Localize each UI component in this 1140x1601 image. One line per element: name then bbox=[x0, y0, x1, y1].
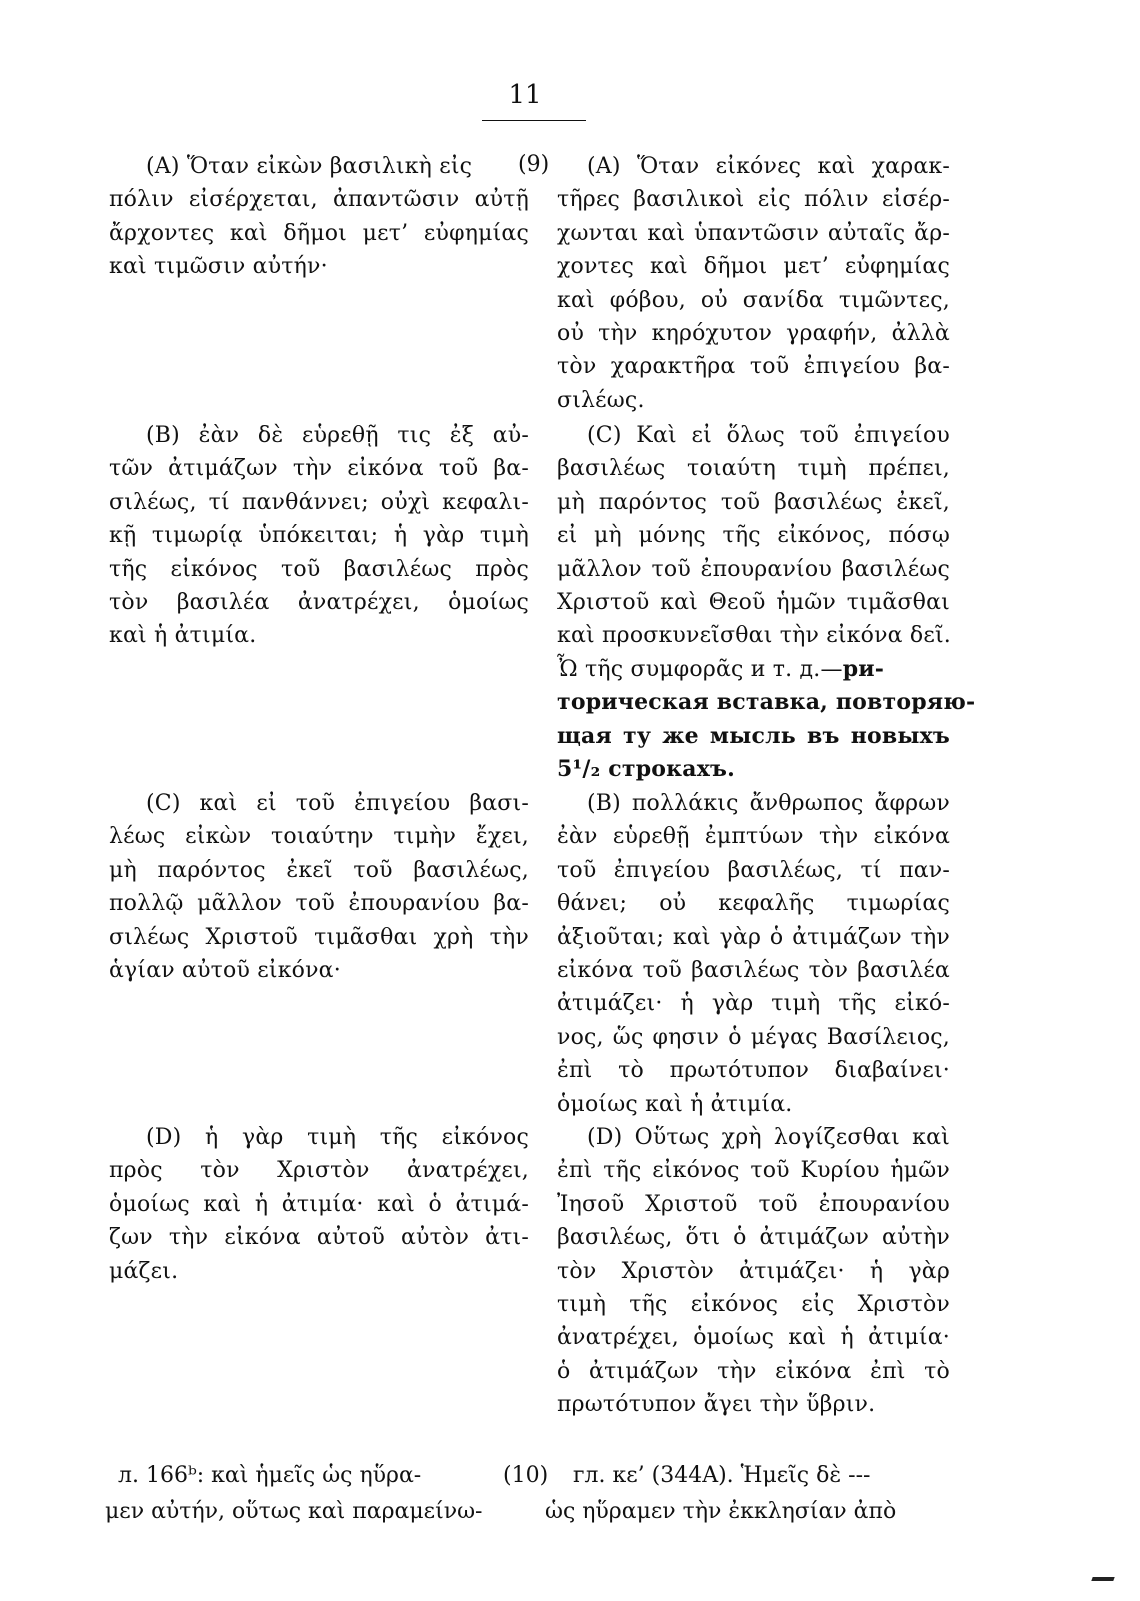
text-line: καὶ τιμῶσιν αὐτήν· bbox=[109, 254, 328, 280]
right-paragraph-c bbox=[557, 419, 997, 786]
right-paragraph-b bbox=[557, 787, 997, 1121]
text-line: βασιλέως, ὅτι ὁ ἀτιμάζων αὐτὴν bbox=[557, 1225, 950, 1251]
left-paragraph-a bbox=[109, 150, 529, 284]
text-line: ζων τὴν εἰκόνα αὐτοῦ αὐτὸν ἀτι- bbox=[109, 1225, 529, 1251]
text-line: ἄρχοντες καὶ δῆμοι μετ’ εὐφημίας bbox=[109, 220, 529, 246]
text-line: καὶ ἡ ἀτιμία. bbox=[109, 623, 257, 649]
text-line: τῶν ἀτιμάζων τὴν εἰκόνα τοῦ βα- bbox=[109, 456, 529, 482]
text-line: (D) Οὕτως χρὴ λογίζεσθαι καὶ bbox=[587, 1125, 950, 1150]
text-line: καὶ φόβου, οὐ σανίδα τιμῶντες, bbox=[557, 287, 950, 313]
text-line: θάνει; οὐ κεφαλῆς τιμωρίας bbox=[557, 891, 950, 917]
text-line: ἐπὶ τὸ πρωτότυπον διαβαίνει· bbox=[557, 1058, 950, 1084]
text-line: εἰ μὴ μόνης τῆς εἰκόνος, πόσῳ bbox=[557, 523, 950, 549]
footer-separator-label: (10) bbox=[503, 1463, 549, 1488]
text-line: ἐπὶ τῆς εἰκόνος τοῦ Κυρίου ἡμῶν bbox=[557, 1158, 950, 1184]
text-line: μὴ παρόντος ἐκεῖ τοῦ βασιλέως, bbox=[109, 857, 529, 883]
text-line: μᾶλλον τοῦ ἐπουρανίου βασιλέως bbox=[557, 556, 950, 582]
text-line: τῆρες βασιλικοὶ εἰς πόλιν εἰσέρ- bbox=[557, 187, 950, 213]
text-line: χοντες καὶ δῆμοι μετ’ εὐφημίας bbox=[557, 254, 950, 280]
text-line: πρωτότυπον ἄγει τὴν ὕβριν. bbox=[557, 1392, 876, 1418]
text-line: Χριστοῦ καὶ Θεοῦ ἡμῶν τιμᾶσθαι bbox=[557, 589, 950, 615]
text-line: τιμὴ τῆς εἰκόνος εἰς Χριστὸν bbox=[557, 1291, 950, 1317]
text-line: τὸν βασιλέα ἀνατρέχει, ὁμοίως bbox=[109, 589, 529, 615]
note-greek-lead: Ὦ τῆς συμφορᾶς и т. д.— bbox=[557, 656, 843, 682]
text-line: ὁμοίως καὶ ἡ ἀτιμία· καὶ ὁ ἀτιμά- bbox=[109, 1191, 529, 1217]
text-line: (A) Ὅταν εἰκόνες καὶ χαρακ- bbox=[587, 154, 950, 179]
text-line: (D) ἡ γὰρ τιμὴ τῆς εἰκόνος bbox=[146, 1125, 529, 1150]
text-line: ἐὰν εὑρεθῇ ἐμπτύων τὴν εἰκόνα bbox=[557, 824, 950, 850]
text-line: χωνται καὶ ὑπαντῶσιν αὐταῖς ἄρ- bbox=[557, 220, 950, 246]
note-russian-text: щая ту же мысль въ новыхъ bbox=[557, 722, 950, 749]
text-line: μάζει. bbox=[109, 1258, 179, 1284]
text-line: ἀτιμάζει· ἡ γὰρ τιμὴ τῆς εἰκό- bbox=[557, 991, 950, 1017]
text-line: τὸν Χριστὸν ἀτιμάζει· ἡ γὰρ bbox=[557, 1258, 950, 1284]
text-line: εἰκόνα τοῦ βασιλέως τὸν βασιλέα bbox=[557, 957, 950, 983]
text-line: Ἰησοῦ Χριστοῦ τοῦ ἐπουρανίου bbox=[557, 1191, 950, 1217]
left-paragraph-d bbox=[109, 1121, 529, 1288]
ink-mark bbox=[1091, 1577, 1114, 1581]
text-line: οὐ τὴν κηρόχυτον γραφήν, ἀλλὰ bbox=[557, 320, 950, 346]
text-line: τῆς εἰκόνος τοῦ βασιλέως πρὸς bbox=[109, 556, 529, 582]
text-line: πρὸς τὸν Χριστὸν ἀνατρέχει, bbox=[109, 1158, 529, 1184]
text-line: μὴ παρόντος τοῦ βασιλέως ἐκεῖ, bbox=[557, 489, 950, 515]
text-line: ὁ ἀτιμάζων τὴν εἰκόνα ἐπὶ τὸ bbox=[557, 1358, 950, 1384]
page-number-rule bbox=[482, 120, 586, 121]
text-line: (B) ἐὰν δὲ εὑρεθῇ τις ἐξ αὐ- bbox=[146, 423, 529, 448]
text-line: πόλιν εἰσέρχεται, ἀπαντῶσιν αὐτῇ bbox=[109, 187, 529, 213]
footer-right-line-2: ὡς ηὕραμεν τὴν ἐκκλησίαν ἀπὸ bbox=[545, 1499, 897, 1524]
text-line: τὸν χαρακτῆρα τοῦ ἐπιγείου βα- bbox=[557, 354, 950, 380]
text-line: λέως εἰκὼν τοιαύτην τιμὴν ἔχει, bbox=[109, 824, 529, 850]
footer-left-line-2: μεν αὐτήν, οὕτως καὶ παραμείνω- bbox=[105, 1499, 483, 1524]
text-line: ὁμοίως καὶ ἡ ἀτιμία. bbox=[557, 1091, 793, 1117]
text-line: βασιλέως τοιαύτη τιμὴ πρέπει, bbox=[557, 456, 950, 482]
text-line: κῇ τιμωρίᾳ ὑπόκειται; ἡ γὰρ τιμὴ bbox=[109, 523, 529, 549]
note-russian-text: ри- bbox=[842, 655, 885, 682]
text-line: (C) Καὶ εἰ ὅλως τοῦ ἐπιγείου bbox=[587, 423, 950, 448]
column-separator-label: (9) bbox=[518, 152, 550, 177]
footer-right-line-1: гл. κε’ (344A). Ἡμεῖς δὲ --- bbox=[573, 1463, 871, 1488]
text-line: νος, ὥς φησιν ὁ μέγας Βασίλειος, bbox=[557, 1024, 950, 1050]
right-paragraph-a bbox=[557, 150, 997, 417]
text-line: (C) καὶ εἰ τοῦ ἐπιγείου βασι- bbox=[146, 791, 529, 816]
left-paragraph-c bbox=[109, 787, 529, 987]
note-russian-text: торическая вставка, повторяю- bbox=[557, 689, 976, 716]
footer-left-line-1: л. 166ᵇ: καὶ ἡμεῖς ὡς ηὕρα- bbox=[118, 1463, 422, 1488]
text-line: πολλῷ μᾶλλον τοῦ ἐπουρανίου βα- bbox=[109, 891, 529, 917]
text-line: τοῦ ἐπιγείου βασιλέως, τί παν- bbox=[557, 857, 950, 883]
text-line: (A) Ὅταν εἰκὼν βασιλικὴ εἰς bbox=[146, 154, 473, 179]
text-line: ἀνατρέχει, ὁμοίως καὶ ἡ ἀτιμία· bbox=[557, 1325, 950, 1351]
text-line: ἁγίαν αὐτοῦ εἰκόνα· bbox=[109, 957, 341, 983]
text-line: καὶ προσκυνεῖσθαι τὴν εἰκόνα δεῖ. bbox=[557, 623, 951, 649]
editor-note-line bbox=[557, 653, 950, 686]
text-line: σιλέως, τί πανθάννει; οὐχὶ κεφαλι- bbox=[109, 489, 529, 515]
left-paragraph-b bbox=[109, 419, 529, 653]
text-line: ἀξιοῦται; καὶ γὰρ ὁ ἀτιμάζων τὴν bbox=[557, 924, 950, 950]
text-line: σιλέως Χριστοῦ τιμᾶσθαι χρὴ τὴν bbox=[109, 924, 529, 950]
note-russian-text: 5¹/₂ строкахъ. bbox=[557, 755, 735, 782]
text-line: (B) πολλάκις ἄνθρωπος ἄφρων bbox=[587, 791, 950, 816]
page-number: 11 bbox=[508, 80, 542, 110]
text-line: σιλέως. bbox=[557, 387, 645, 413]
right-paragraph-d bbox=[557, 1121, 997, 1422]
